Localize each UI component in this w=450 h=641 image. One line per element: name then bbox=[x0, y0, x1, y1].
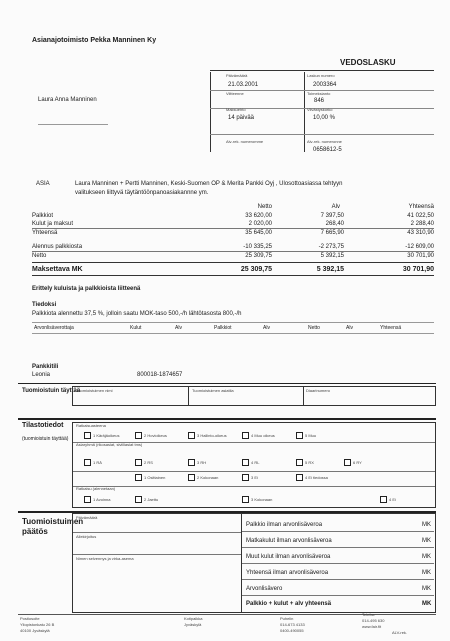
asia-line-1: Laura Manninen + Pertti Manninen, Keski-Suomen OP & Merita Pankki Oyj , Ulosottoasiassa tehtyyn bbox=[75, 181, 343, 187]
row-total: 43 310,90 bbox=[407, 230, 434, 236]
statistics-court-fill: (tuomioistuin täyttää) bbox=[22, 436, 69, 442]
r1-checkbox-5[interactable] bbox=[296, 432, 303, 439]
company-name: Asianajotoimisto Pekka Manninen Ky bbox=[32, 37, 157, 44]
r2-head: Asiaryhmä (rikosasiat, siviiliasiat tms) bbox=[76, 442, 143, 447]
date-label: Päivämäärä bbox=[226, 73, 248, 78]
summary-currency: MK bbox=[422, 601, 432, 607]
summary-total-label: Palkkio + kulut + alv yhteensä bbox=[246, 601, 332, 607]
r3-checkbox-3[interactable] bbox=[242, 474, 249, 481]
vat-col: Alv bbox=[263, 325, 270, 331]
decision-heading: Tuomioistuimen päätös bbox=[22, 517, 84, 536]
r2-checkbox-5[interactable] bbox=[296, 459, 303, 466]
row-label: Kulut ja maksut bbox=[32, 221, 74, 227]
footer-line: 014-673 4133 bbox=[280, 622, 305, 627]
vat-col: Palkkiot bbox=[214, 325, 232, 331]
r4-checkbox-3[interactable] bbox=[242, 496, 249, 503]
our-vat-label: Alv-rek. numeromme bbox=[226, 139, 264, 144]
r2-option: 4 RL bbox=[251, 460, 260, 465]
payment-terms: 14 päivää bbox=[228, 115, 255, 121]
invoice-number: 2003364 bbox=[313, 82, 337, 88]
total-netto: 25 309,75 bbox=[240, 266, 272, 273]
r1-option: 2 Hovioikeus bbox=[144, 433, 167, 438]
summary-label: Arvonlisävero bbox=[246, 586, 283, 592]
r1-option: 1 Käräjäoikeus bbox=[93, 433, 120, 438]
statistics-heading: Tilastotiedot bbox=[22, 422, 64, 429]
col-header-alv: Alv bbox=[331, 204, 340, 210]
summary-currency: MK bbox=[422, 538, 431, 544]
r3-checkbox-1[interactable] bbox=[135, 474, 142, 481]
vat-number: 0658612-5 bbox=[313, 147, 342, 153]
r1-checkbox-1[interactable] bbox=[84, 432, 91, 439]
vat-col: Alv bbox=[346, 325, 353, 331]
client-ref-label: Viitteenne bbox=[226, 91, 244, 96]
r4-option: 1 Avoinna bbox=[93, 497, 111, 502]
tiedoksi-label: Tiedoksi bbox=[32, 302, 57, 308]
footer-line: www.fair.fit bbox=[362, 624, 382, 629]
footer-line: 40100 Jyväskylä bbox=[20, 628, 50, 633]
row-label: Alennus palkkiosta bbox=[32, 244, 83, 250]
row-alv: 268,40 bbox=[325, 221, 344, 227]
row-total: 41 022,50 bbox=[407, 213, 434, 219]
r3-checkbox-4[interactable] bbox=[296, 474, 303, 481]
vat-col: Arvonlisäverottaja bbox=[34, 325, 74, 331]
summary-label: Yhteensä ilman arvonlisäveroa bbox=[246, 570, 329, 576]
row-netto: -10 335,25 bbox=[243, 244, 272, 250]
vat-col: Alv bbox=[175, 325, 182, 331]
footer-line: Yliopistonkatu 26 B bbox=[20, 622, 55, 627]
r4-checkbox-4[interactable] bbox=[380, 496, 387, 503]
total-alv: 5 392,15 bbox=[316, 266, 344, 273]
r2-option: 5 RX bbox=[305, 460, 314, 465]
r3-option: 3 Ei bbox=[251, 475, 258, 480]
r1-checkbox-2[interactable] bbox=[135, 432, 142, 439]
case-label: Toimeksianto bbox=[307, 91, 331, 96]
invoice-number-label: Laskun numero bbox=[307, 73, 335, 78]
row-label: Palkkiot bbox=[32, 213, 54, 219]
footer-line: 014-495 630 bbox=[362, 618, 385, 623]
summary-label: Matkakulut ilman arvonlisäveroa bbox=[246, 538, 332, 544]
r2-checkbox-4[interactable] bbox=[242, 459, 249, 466]
tiedoksi-text: Palkkiota alennettu 37,5 %, jolloin saatu MOK-taso 500,-/h lähtötasosta 800,-/h bbox=[32, 311, 242, 317]
row-alv: 7 665,90 bbox=[320, 230, 344, 236]
bank-label: Pankkitili bbox=[32, 364, 59, 370]
summary-currency: MK bbox=[422, 570, 431, 576]
row-total: -12 609,00 bbox=[405, 244, 434, 250]
row-netto: 35 645,00 bbox=[245, 230, 272, 236]
footer-line: Puhelin bbox=[280, 616, 294, 621]
r2-checkbox-6[interactable] bbox=[344, 459, 351, 466]
r1-checkbox-3[interactable] bbox=[188, 432, 195, 439]
diary-number-label: Diaarinumero bbox=[306, 388, 331, 393]
interest-label: Viivästyskorko bbox=[307, 107, 333, 112]
r2-option: 2 RS bbox=[144, 460, 153, 465]
r2-checkbox-2[interactable] bbox=[135, 459, 142, 466]
footer-line: Telefax bbox=[362, 612, 375, 617]
court-fill-label: Tuomioistuin täyttää bbox=[22, 388, 81, 394]
r3-option: 2 Kokonaan bbox=[197, 475, 219, 480]
footer-line: Jyväskylä bbox=[184, 622, 202, 627]
row-netto: 2 020,00 bbox=[248, 221, 272, 227]
r1-checkbox-4[interactable] bbox=[242, 432, 249, 439]
row-netto: 25 309,75 bbox=[245, 253, 272, 259]
recipient-name: Laura Anna Manninen bbox=[38, 97, 97, 103]
r2-checkbox-1[interactable] bbox=[84, 459, 91, 466]
r4-option: 2 Jaettu bbox=[144, 497, 159, 502]
r2-option: 6 RY bbox=[353, 460, 362, 465]
r3-option: 1 Osittainen bbox=[144, 475, 166, 480]
invoice-date: 21.03.2001 bbox=[228, 82, 259, 88]
r1-head: Ratkaisuasteena bbox=[76, 423, 106, 428]
decision-name-label: Nimen selvennys ja virka-asema bbox=[76, 556, 134, 561]
col-header-netto: Netto bbox=[257, 204, 272, 210]
row-alv: 5 392,15 bbox=[320, 253, 344, 259]
r3-option: 4 Ei tiedossa bbox=[305, 475, 328, 480]
r4-checkbox-2[interactable] bbox=[135, 496, 142, 503]
row-label: Yhteensä bbox=[32, 230, 58, 236]
r1-option: 4 Muu oikeus bbox=[251, 433, 275, 438]
bank-name: Leonia bbox=[32, 372, 51, 378]
your-vat-label: Alv-rek. numeronne bbox=[307, 139, 342, 144]
asia-line-2: valitukseen liittyvä täytäntöönpanoasiakannne ym. bbox=[75, 190, 209, 196]
late-interest: 10,00 % bbox=[313, 115, 336, 121]
court-case-label: Tuomioistuimen asiatila bbox=[192, 388, 234, 393]
summary-label: Muut kulut ilman arvonlisäveroa bbox=[246, 554, 331, 560]
r2-option: 1 RÄ bbox=[93, 460, 102, 465]
row-netto: 33 620,00 bbox=[245, 213, 272, 219]
court-name-label: Tuomioistuimen nimi bbox=[76, 388, 113, 393]
case-number: 846 bbox=[314, 98, 325, 104]
court-info-box bbox=[72, 386, 436, 406]
bank-account: 800018-1874657 bbox=[137, 372, 183, 378]
summary-currency: MK bbox=[422, 554, 431, 560]
row-label: Netto bbox=[32, 253, 47, 259]
document-title: VEDOSLASKU bbox=[340, 58, 396, 67]
r4-option: 3 Kokonaan bbox=[251, 497, 273, 502]
row-total: 30 701,90 bbox=[407, 253, 434, 259]
r1-option: 3 Hallinto-oikeus bbox=[197, 433, 227, 438]
r4-head: Ratkaisu (alennetaan) bbox=[76, 486, 116, 491]
row-total: 2 288,40 bbox=[410, 221, 434, 227]
total-label: Maksettava MK bbox=[32, 266, 83, 273]
footer-line: Postiosoite bbox=[20, 616, 40, 621]
row-alv: -2 273,75 bbox=[318, 244, 344, 250]
r2-option: 3 RH bbox=[197, 460, 207, 465]
vat-col: Kulut bbox=[130, 325, 142, 331]
vat-col: Yhteensä bbox=[380, 325, 402, 331]
r1-option: 5 Muu bbox=[305, 433, 317, 438]
vat-col: Netto bbox=[308, 325, 320, 331]
decision-date-label: Päivämäärä bbox=[76, 515, 98, 520]
row-alv: 7 397,50 bbox=[320, 213, 344, 219]
col-header-total: Yhteensä bbox=[408, 204, 434, 210]
footer-line: 0400-490055 bbox=[280, 628, 304, 633]
decision-signature-label: Allekirjoitus bbox=[76, 534, 97, 539]
specification-note: Erittely kuluista ja palkkioista liitteenä bbox=[32, 286, 141, 292]
r3-checkbox-2[interactable] bbox=[188, 474, 195, 481]
footer-line: ALV-rek. bbox=[392, 630, 408, 635]
r4-checkbox-1[interactable] bbox=[84, 496, 91, 503]
summary-label: Palkkio ilman arvonlisäveroa bbox=[246, 522, 323, 528]
summary-currency: MK bbox=[422, 586, 431, 592]
terms-label: Maksuehto bbox=[226, 107, 246, 112]
footer-line: Kotipaikka bbox=[184, 616, 203, 621]
summary-currency: MK bbox=[422, 522, 431, 528]
r4-option: 4 Ei bbox=[389, 497, 396, 502]
total-amount: 30 701,90 bbox=[402, 266, 434, 273]
asia-label: ASIA bbox=[36, 181, 50, 187]
r2-checkbox-3[interactable] bbox=[188, 459, 195, 466]
